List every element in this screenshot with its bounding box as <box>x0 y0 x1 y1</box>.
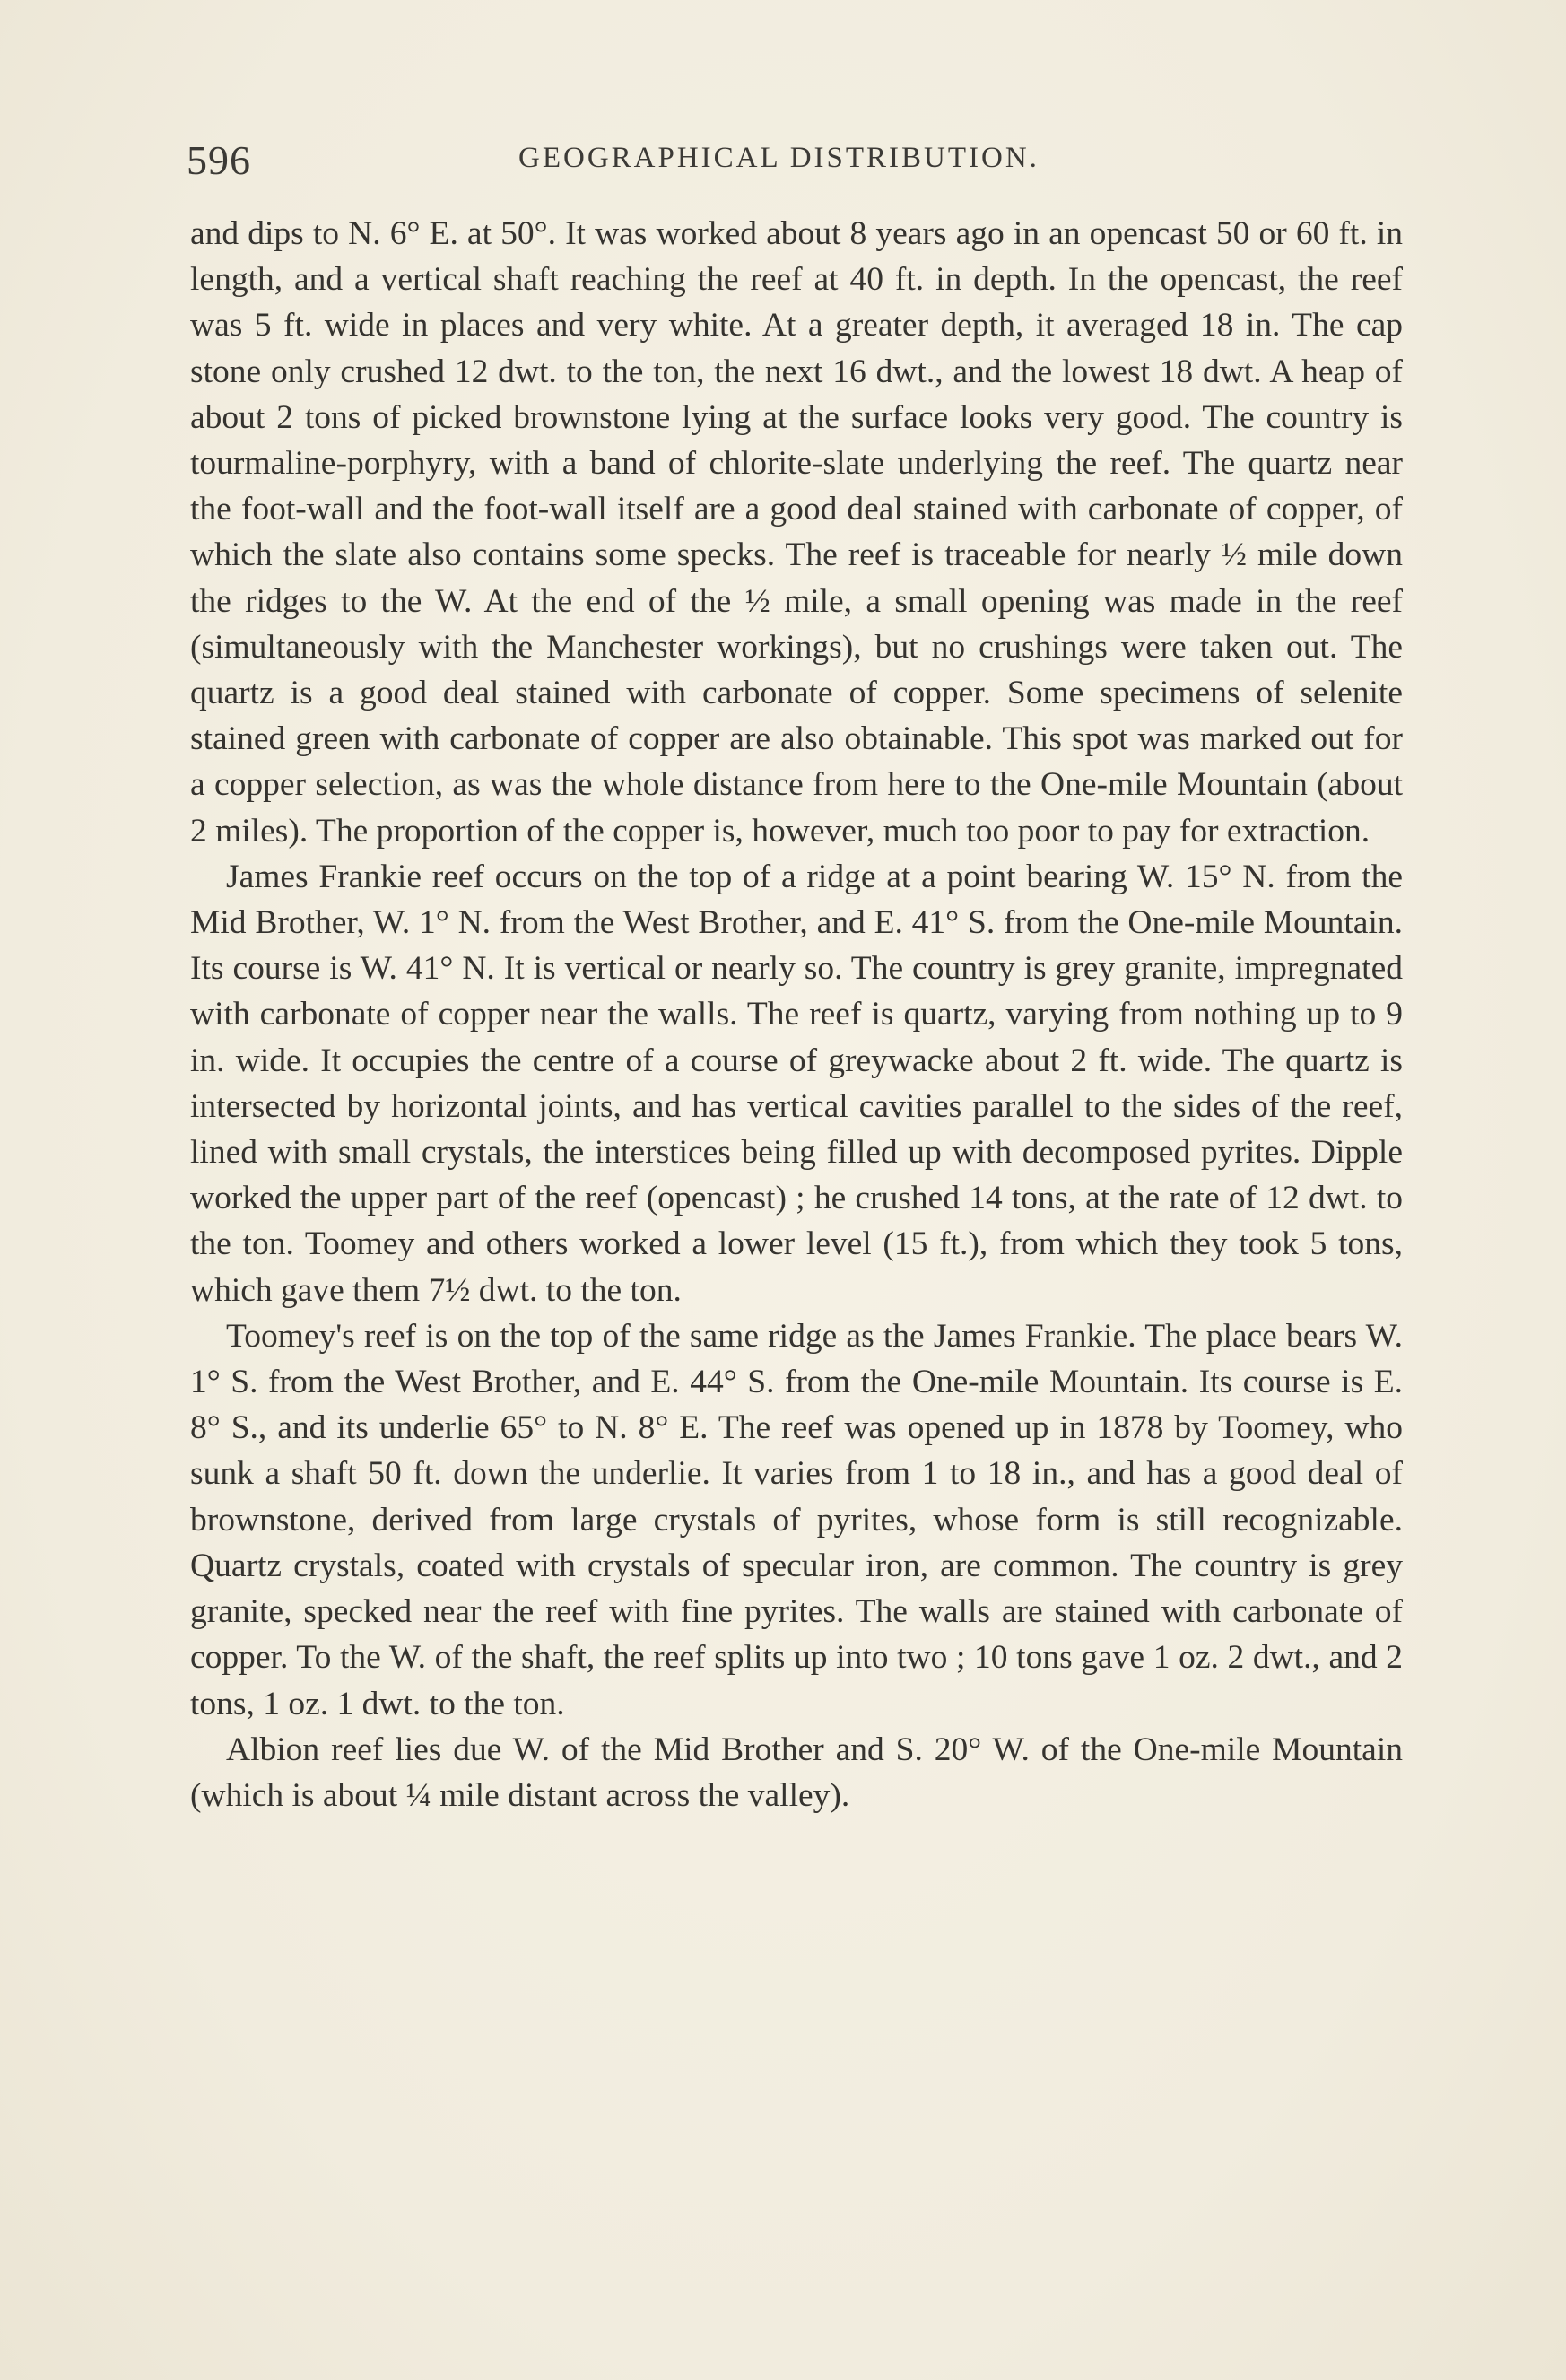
running-head: GEOGRAPHICAL DISTRIBUTION. <box>518 142 1040 174</box>
paragraph-albion-reef: Albion reef lies due W. of the Mid Brother and S. 20° W. of the One-mile Mountain (which is about ¼ mile distant across the valley). <box>190 1731 1403 1814</box>
paragraph-toomeys-reef: Toomey's reef is on the top of the same ridge as the James Frankie. The place bears W. 1° S. from the West Brother, and E. 44° S. from the One-mile Mountain. Its course is E. 8° S., and its underlie 65° to N. 8° E. The reef was opened up in 1878 by Toomey, who sunk a shaft 50 ft. down the underlie. It varies from 1 to 18 in., and has a good deal of brownstone, derived from large crystals of pyrites, whose form is still recognizable. Quartz crystals, coated with crystals of specular iron, are common. The country is grey granite, specked near the reef with fine pyrites. The walls are stained with carbonate of copper. To the W. of the shaft, the reef splits up into two ; 10 tons gave 1 oz. 2 dwt., and 2 tons, 1 oz. 1 dwt. to the ton. <box>190 1317 1403 1722</box>
page-number: 596 <box>187 137 251 183</box>
paragraph-james-frankie-reef: James Frankie reef occurs on the top of a ridge at a point bearing W. 15° N. from the Mid Brother, W. 1° N. from the West Brother, and E. 41° S. from the One-mile Mountain. Its course is W. 41° N. It is vertical or nearly so. The country is grey granite, impregnated with carbonate of copper near the walls. The reef is quartz, varying from nothing up to 9 in. wide. It occupies the centre of a course of greywacke about 2 ft. wide. The quartz is intersected by horizontal joints, and has vertical cavities parallel to the sides of the reef, lined with small crystals, the interstices being filled up with decomposed pyrites. Dipple worked the upper part of the reef (opencast) ; he crushed 14 tons, at the rate of 12 dwt. to the ton. Toomey and others worked a lower level (15 ft.), from which they took 5 tons, which gave them 7½ dwt. to the ton. <box>190 858 1403 1309</box>
paragraph-1: and dips to N. 6° E. at 50°. It was worked about 8 years ago in an opencast 50 or 60 ft. in length, and a vertical shaft reaching the reef at 40 ft. in depth. In the opencast, the reef was 5 ft. wide in places and very white. At a greater depth, it averaged 18 in. The cap stone only crushed 12 dwt. to the ton, the next 16 dwt., and the lowest 18 dwt. A heap of about 2 tons of picked brownstone lying at the surface looks very good. The country is tourmaline-porphyry, with a band of chlorite-slate underlying the reef. The quartz near the foot-wall and the foot-wall itself are a good deal stained with carbonate of copper, of which the slate also contains some specks. The reef is traceable for nearly ½ mile down the ridges to the W. At the end of the ½ mile, a small opening was made in the reef (simultaneously with the Manchester workings), but no crushings were taken out. The quartz is a good deal stained with carbonate of copper. Some specimens of selenite stained green with carbonate of copper are also obtainable. This spot was marked out for a copper selection, as was the whole distance from here to the One-mile Mountain (about 2 miles). The proportion of the copper is, however, much too poor to pay for extraction. <box>190 215 1403 850</box>
page-header <box>187 136 1424 190</box>
body-text <box>190 211 1403 1818</box>
